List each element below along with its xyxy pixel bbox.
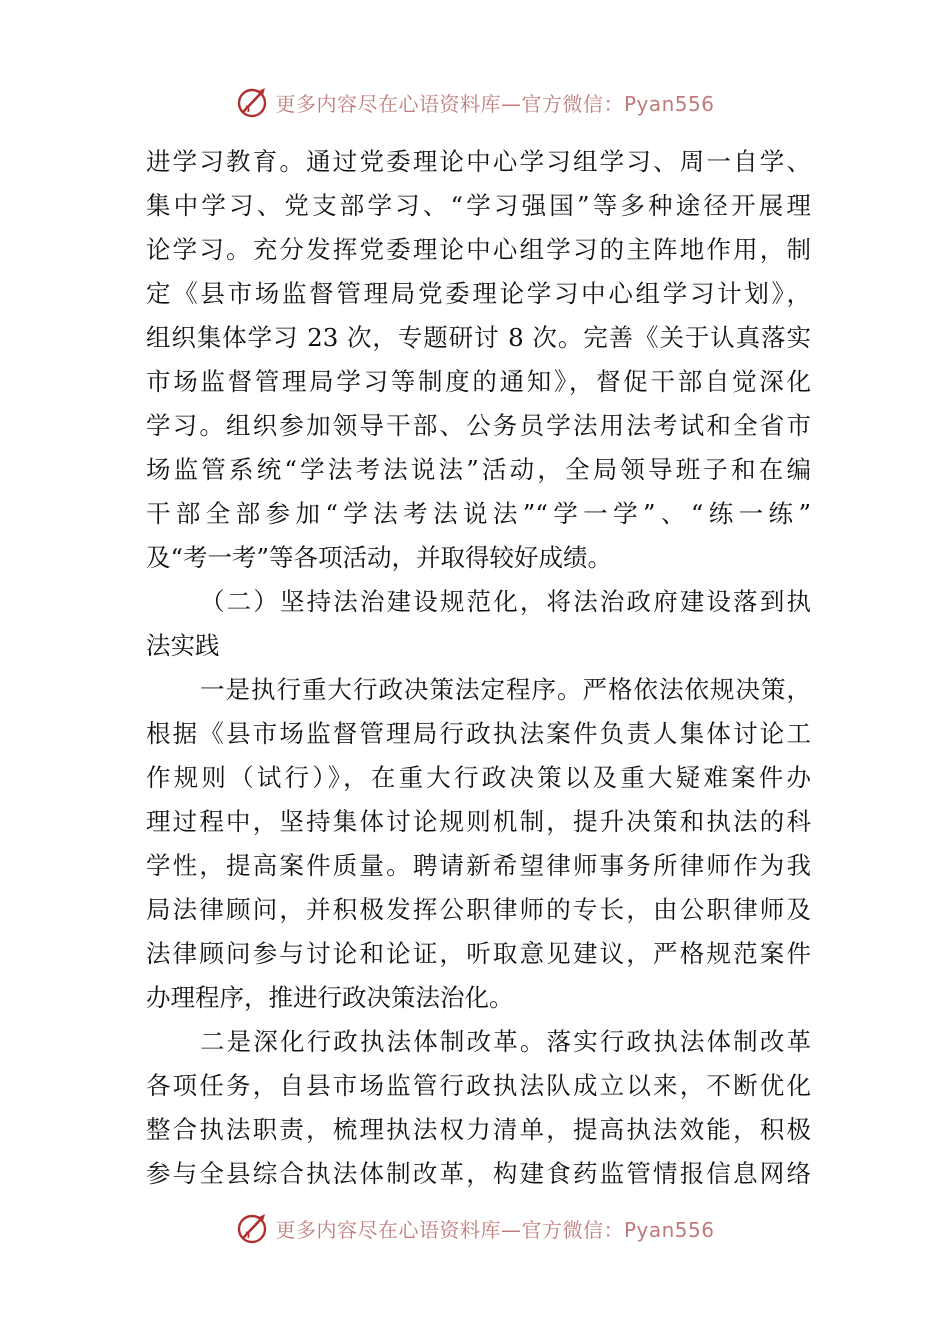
header-watermark-banner <box>0 84 950 120</box>
text-line: 进学习教育。通过党委理论中心学习组学习、周一自学、 <box>146 147 811 176</box>
text-line: 定《县市场监督管理局党委理论学习中心组学习计划》， <box>146 279 811 308</box>
text-line: 法实践 <box>146 631 220 660</box>
text-line: 及“考一考”等各项活动，并取得较好成绩。 <box>146 543 613 572</box>
text-line: 论学习。充分发挥党委理论中心组学习的主阵地作用，制 <box>146 235 811 264</box>
text-line: 各项任务，自县市场监管行政执法队成立以来，不断优化 <box>146 1071 811 1100</box>
text-line: 理过程中，坚持集体讨论规则机制，提升决策和执法的科 <box>146 807 811 836</box>
footer-watermark-text: 更多内容尽在心语资料库—官方微信：Pyan556 <box>275 1217 715 1242</box>
text-line: （二）坚持法治建设规范化，将法治政府建设落到执 <box>200 587 811 616</box>
text-line: 作规则（试行）》，在重大行政决策以及重大疑难案件办 <box>146 763 811 792</box>
text-line: 局法律顾问，并积极发挥公职律师的专长，由公职律师及 <box>146 895 811 924</box>
pen-logo-icon <box>235 84 271 120</box>
text-line: 办理程序，推进行政决策法治化。 <box>146 983 514 1012</box>
text-line: 干部全部参加“学法考法说法”“学一学”、“练一练” <box>146 499 811 528</box>
footer-watermark-banner <box>0 1210 950 1246</box>
text-line: 学性，提高案件质量。聘请新希望律师事务所律师作为我 <box>146 851 811 880</box>
document-body <box>146 140 811 1196</box>
text-line: 根据《县市场监督管理局行政执法案件负责人集体讨论工 <box>146 719 811 748</box>
text-line: 市场监督管理局学习等制度的通知》，督促干部自觉深化 <box>146 367 811 396</box>
text-line: 二是深化行政执法体制改革。落实行政执法体制改革 <box>200 1027 811 1056</box>
text-line: 集中学习、党支部学习、“学习强国”等多种途径开展理 <box>146 191 811 220</box>
text-line: 场监管系统“学法考法说法”活动，全局领导班子和在编 <box>146 455 811 484</box>
header-watermark-text: 更多内容尽在心语资料库—官方微信：Pyan556 <box>275 91 715 116</box>
text-line: 组织集体学习 23 次，专题研讨 8 次。完善《关于认真落实 <box>146 323 811 352</box>
pen-logo-icon <box>235 1210 271 1246</box>
text-line: 参与全县综合执法体制改革，构建食药监管情报信息网络 <box>146 1159 811 1188</box>
text-line: 学习。组织参加领导干部、公务员学法用法考试和全省市 <box>146 411 811 440</box>
text-line: 一是执行重大行政决策法定程序。严格依法依规决策， <box>200 675 811 704</box>
text-line: 整合执法职责，梳理执法权力清单，提高执法效能，积极 <box>146 1115 811 1144</box>
text-line: 法律顾问参与讨论和论证，听取意见建议，严格规范案件 <box>146 939 811 968</box>
